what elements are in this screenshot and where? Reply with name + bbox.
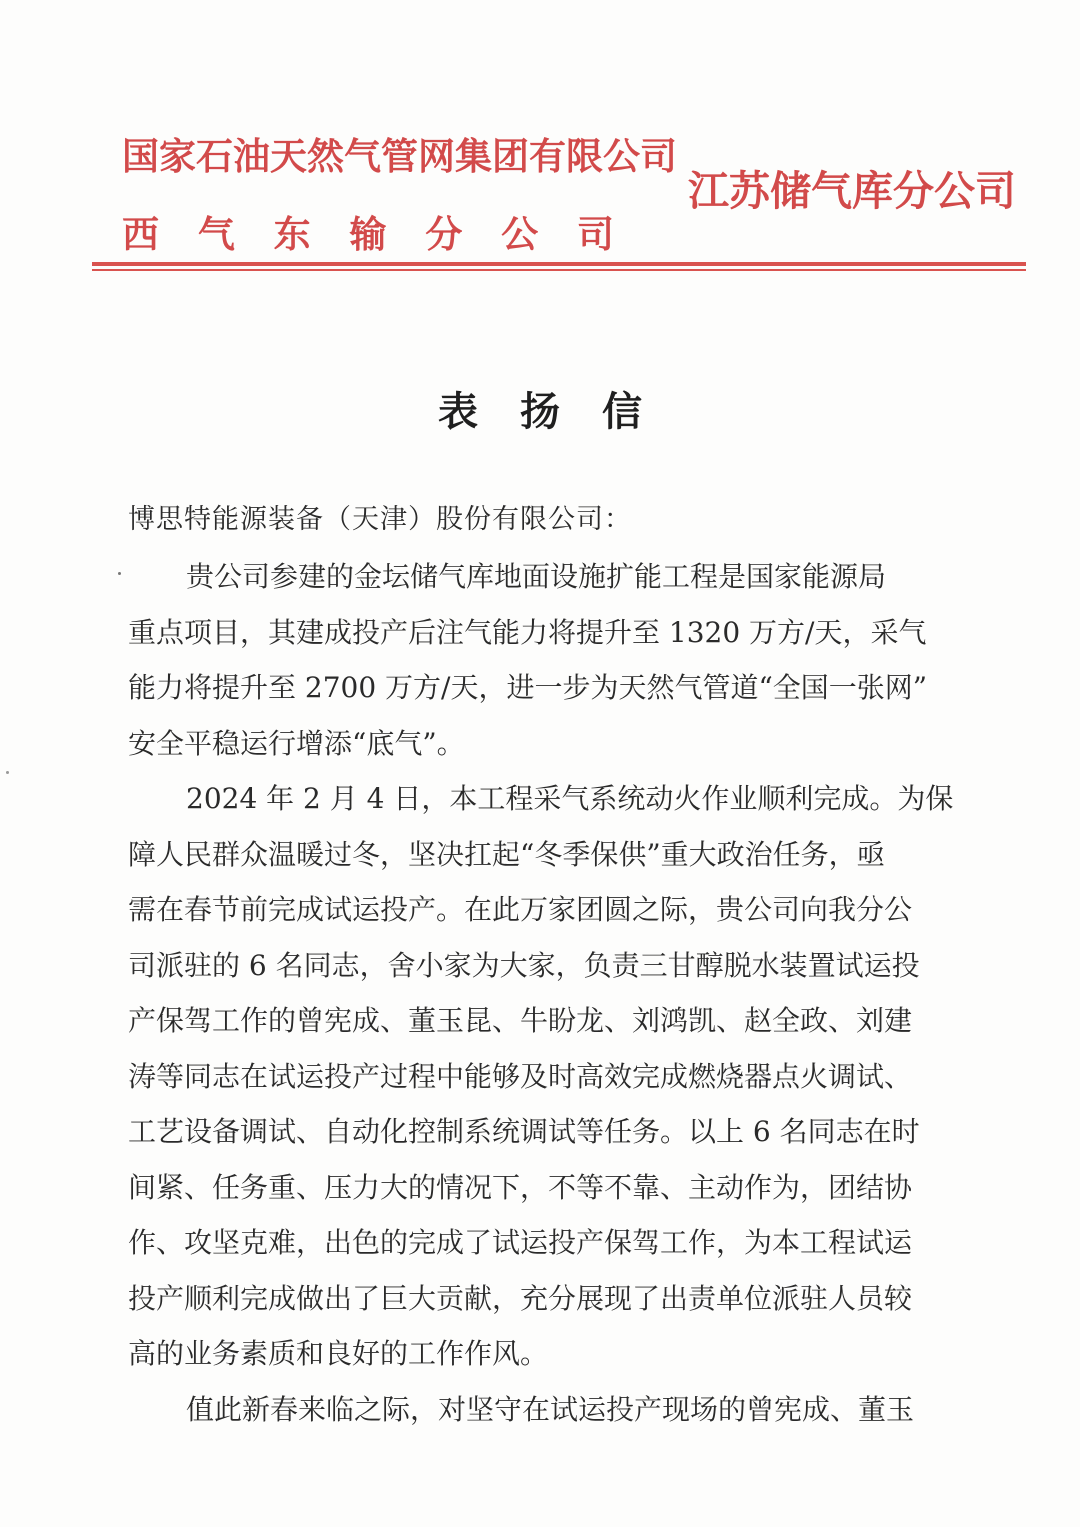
org-line2-char: 东 — [273, 212, 311, 256]
body-line: 间紧、任务重、压力大的情况下，不等不靠、主动作为，团结协 — [128, 1171, 913, 1204]
body-line: 能力将提升至 2700 万方/天，进一步为天然气管道“全国一张网” — [128, 671, 928, 704]
org-line2-char: 分 — [425, 212, 463, 256]
org-line2-char: 气 — [197, 212, 235, 256]
body-line: 安全平稳运行增添“底气”。 — [128, 727, 465, 760]
body-line: 投产顺利完成做出了巨大贡献，充分展现了出责单位派驻人员较 — [128, 1282, 913, 1315]
org-line2-char: 西 — [122, 212, 159, 256]
body-line: 贵公司参建的金坛储气库地面设施扩能工程是国家能源局 — [186, 560, 887, 593]
org-line2-char: 输 — [349, 212, 387, 256]
body-line: 作、攻坚克难，出色的完成了试运投产保驾工作，为本工程试运 — [128, 1226, 913, 1259]
salutation: 博思特能源装备（天津）股份有限公司： — [128, 504, 632, 535]
scan-speck — [6, 771, 9, 774]
org-line2-char: 司 — [576, 212, 614, 256]
org-name-right: 江苏储气库分公司 — [688, 167, 1016, 215]
letterhead-rule-thin — [92, 269, 1026, 271]
org-name-line1: 国家石油天然气管网集团有限公司 — [122, 134, 677, 178]
body-line: 产保驾工作的曾宪成、董玉昆、牛盼龙、刘鸿凯、赵全政、刘建 — [128, 1004, 913, 1037]
letterhead-left — [122, 128, 677, 262]
body-line: 工艺设备调试、自动化控制系统调试等任务。以上 6 名同志在时 — [128, 1115, 920, 1148]
body-line: 需在春节前完成试运投产。在此万家团圆之际，贵公司向我分公 — [128, 893, 913, 926]
body-line: 重点项目，其建成投产后注气能力将提升至 1320 万方/天，采气 — [128, 616, 927, 649]
org-line2-char: 公 — [501, 212, 539, 256]
org-name-line2 — [122, 206, 614, 262]
scan-speck — [118, 572, 121, 575]
body-line: 涛等同志在试运投产过程中能够及时高效完成燃烧器点火调试、 — [128, 1060, 913, 1093]
body-line: 司派驻的 6 名同志，舍小家为大家，负责三甘醇脱水装置试运投 — [128, 949, 920, 982]
body-line: 值此新春来临之际，对坚守在试运投产现场的曾宪成、董玉 — [186, 1393, 915, 1426]
letter-title: 表扬信 — [438, 388, 684, 435]
body-line: 2024 年 2 月 4 日，本工程采气系统动火作业顺利完成。为保 — [186, 782, 954, 815]
body-line: 高的业务素质和良好的工作作风。 — [128, 1337, 549, 1370]
body-line: 障人民群众温暖过冬，坚决扛起“冬季保供”重大政治任务，亟 — [128, 838, 885, 871]
letterhead-rule-thick — [92, 262, 1026, 266]
